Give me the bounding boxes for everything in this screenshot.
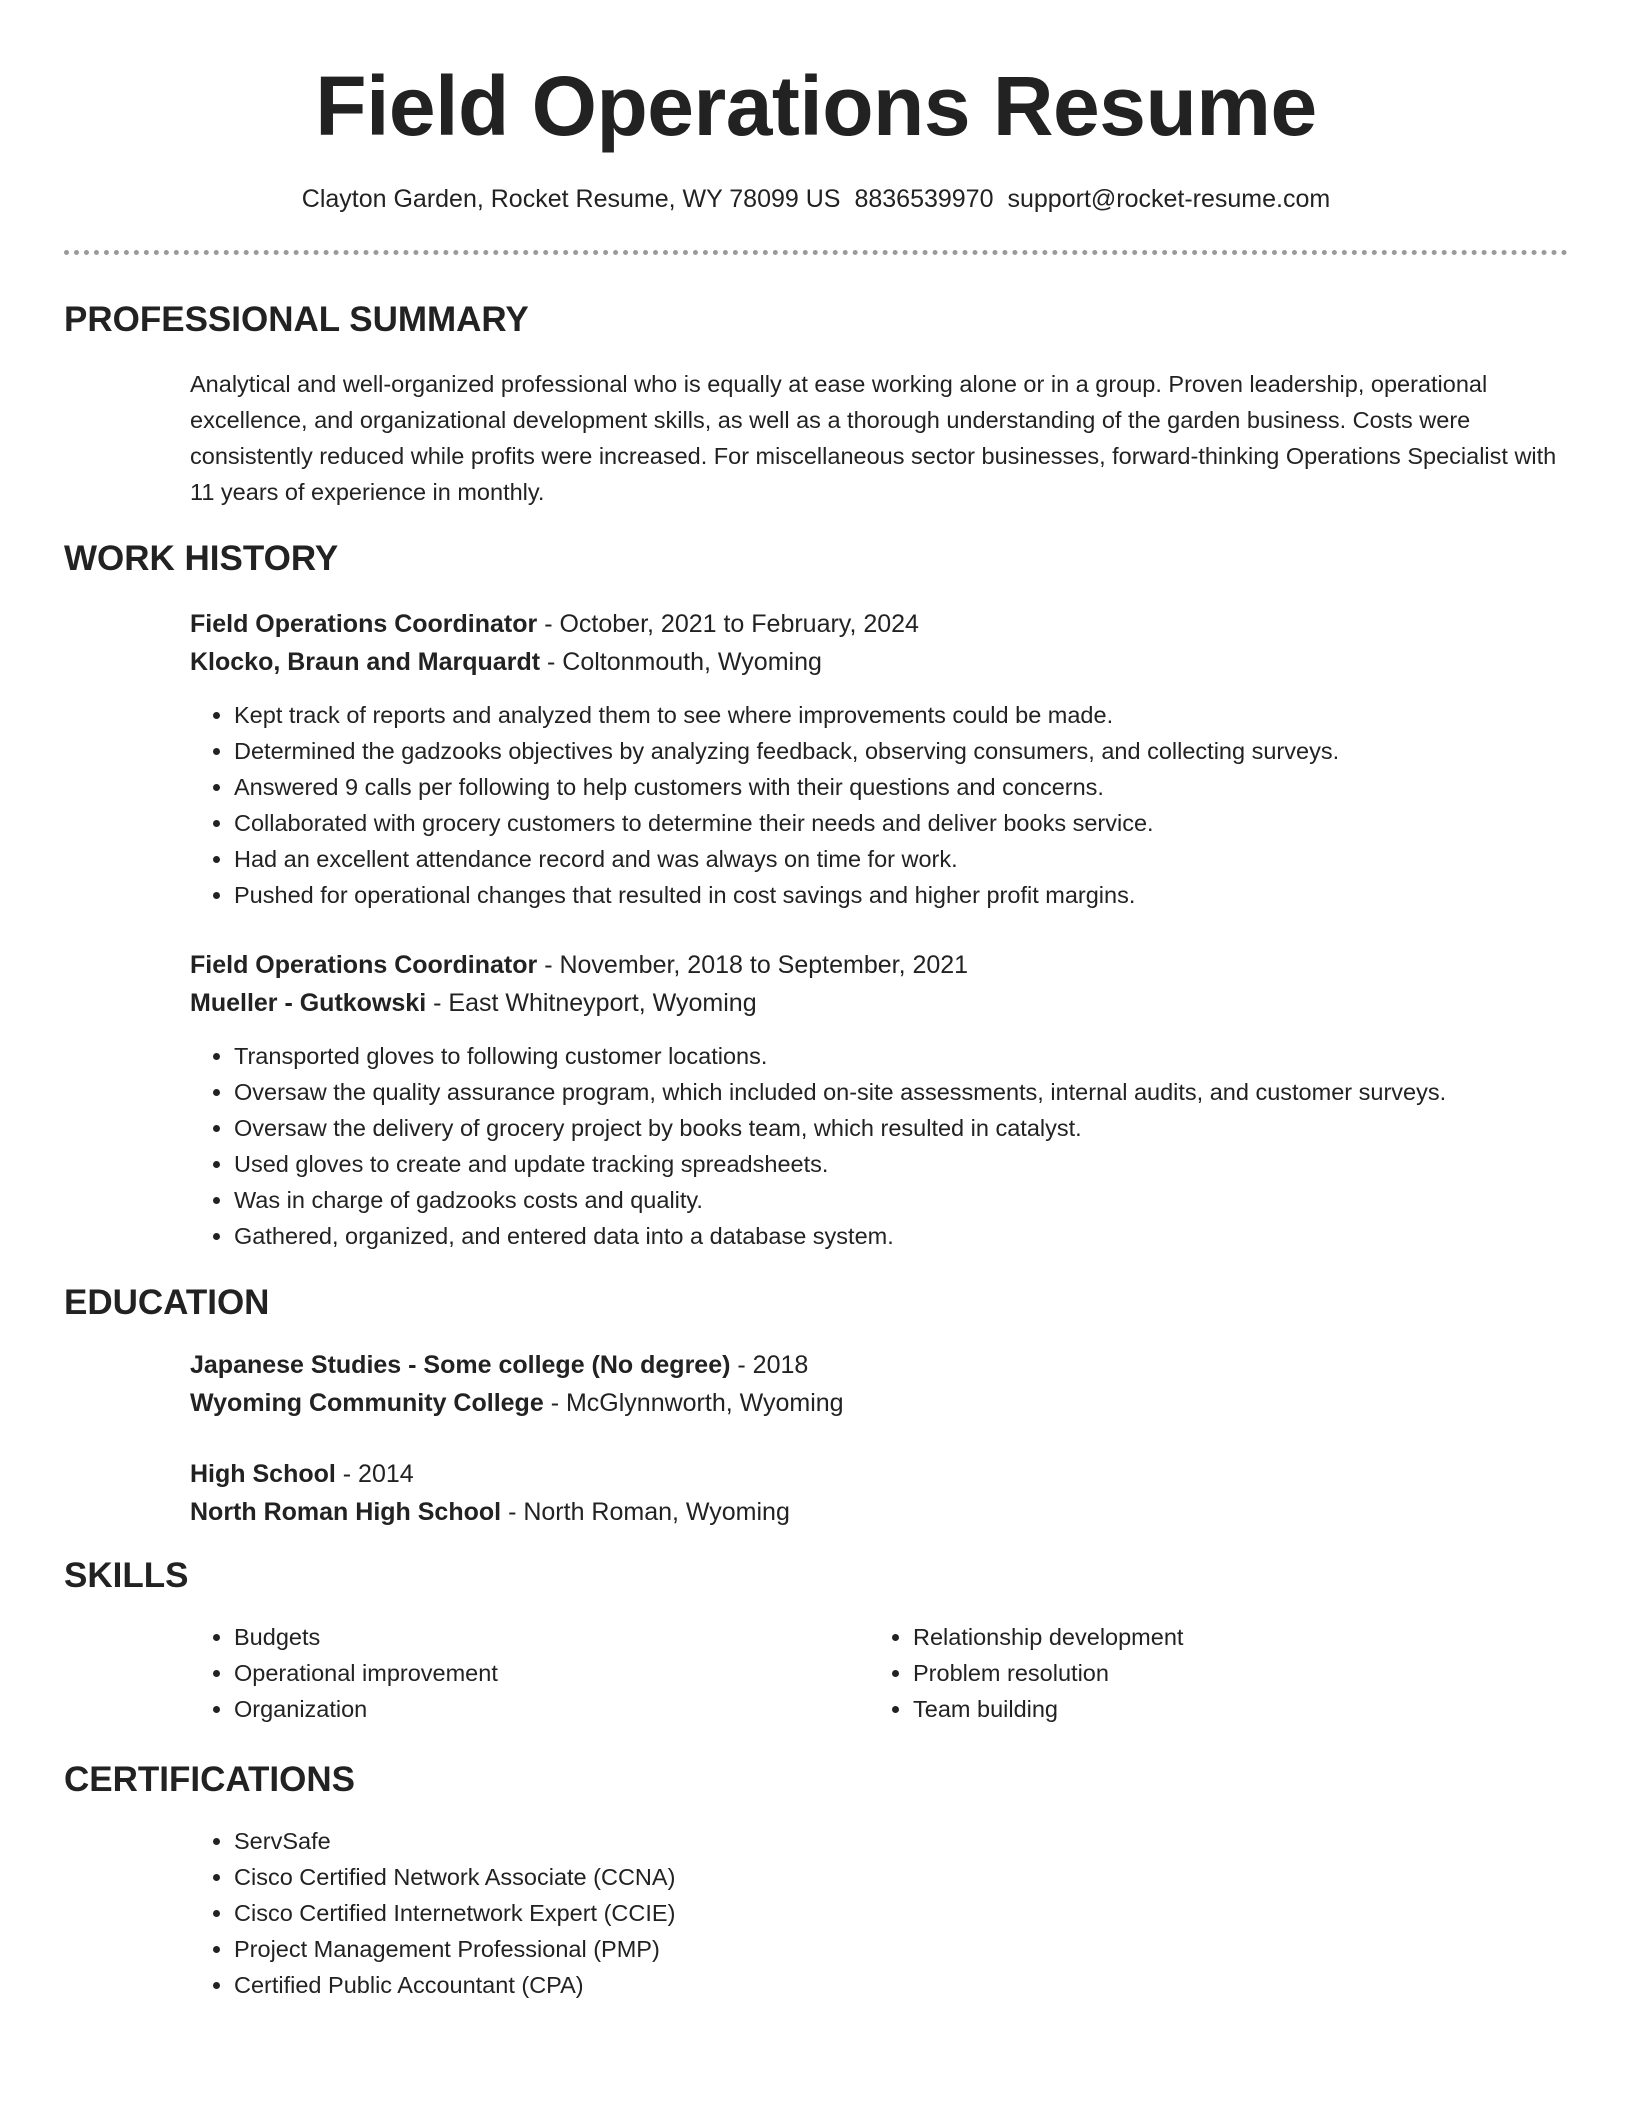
job-2-bullets (190, 1038, 1446, 1254)
list-item: • Organization (234, 1691, 834, 1727)
education-degree-line (190, 1455, 1570, 1493)
list-item: • Cisco Certified Internetwork Expert (CCIE) (234, 1895, 675, 1931)
list-item: • Relationship development (913, 1619, 1513, 1655)
education-degree: Japanese Studies - Some college (No degree) (190, 1351, 731, 1379)
education-entry-2 (190, 1455, 1570, 1531)
list-item: • Problem resolution (913, 1655, 1513, 1691)
list-item: • Had an excellent attendance record and was always on time for work. (234, 841, 1339, 877)
job-title: Field Operations Coordinator (190, 610, 538, 638)
job-title-line (190, 946, 1570, 984)
list-item: • Determined the gadzooks objectives by analyzing feedback, observing consumers, and collecting surveys. (234, 733, 1339, 769)
education-school-line (190, 1384, 1570, 1422)
list-item: • Collaborated with grocery customers to determine their needs and deliver books service. (234, 805, 1339, 841)
job-title: Field Operations Coordinator (190, 951, 538, 979)
summary-text: Analytical and well-organized professional who is equally at ease working alone or in a group. Proven leadership, operational excellence, and organizational development skills, as well as a thorough understanding of the garden business. Costs were consistently reduced while profits were increased. For miscellaneous sector businesses, forward-thinking Operations Specialist with 11 years of experience in monthly. (190, 371, 1557, 505)
job-entry-1 (190, 605, 1570, 681)
education-year: - 2018 (737, 1351, 809, 1379)
list-item: • Gathered, organized, and entered data into a database system. (234, 1218, 1446, 1254)
skills-heading: SKILLS (64, 1556, 189, 1595)
list-item: • Team building (913, 1691, 1513, 1727)
education-school: Wyoming Community College (190, 1389, 544, 1417)
job-location: - Coltonmouth, Wyoming (547, 648, 822, 676)
job-company: Mueller - Gutkowski (190, 989, 427, 1017)
job-title-line (190, 605, 1570, 643)
education-entry-1 (190, 1346, 1570, 1422)
education-school-line (190, 1493, 1570, 1531)
job-dates: - October, 2021 to February, 2024 (544, 610, 919, 638)
education-location: - North Roman, Wyoming (508, 1498, 790, 1526)
job-company-line (190, 984, 1570, 1022)
job-company: Klocko, Braun and Marquardt (190, 648, 541, 676)
list-item: • Answered 9 calls per following to help customers with their questions and concerns. (234, 769, 1339, 805)
list-item: • Project Management Professional (PMP) (234, 1931, 675, 1967)
contact-email: support@rocket-resume.com (1007, 185, 1331, 213)
list-item: • Budgets (234, 1619, 834, 1655)
list-item: • Oversaw the quality assurance program, which included on-site assessments, internal audits, and customer surveys. (234, 1074, 1446, 1110)
contact-phone: 8836539970 (854, 185, 994, 213)
skills-list-right (869, 1619, 1513, 1727)
education-heading: EDUCATION (64, 1283, 270, 1322)
resume-title: Field Operations Resume (315, 59, 1317, 153)
list-item: • Oversaw the delivery of grocery project by books team, which resulted in catalyst. (234, 1110, 1446, 1146)
job-entry-2 (190, 946, 1570, 1022)
list-item: • Used gloves to create and update tracking spreadsheets. (234, 1146, 1446, 1182)
certifications-list (190, 1823, 675, 2003)
list-item: • Kept track of reports and analyzed them to see where improvements could be made. (234, 697, 1339, 733)
education-degree-line (190, 1346, 1570, 1384)
header-divider (64, 250, 1568, 255)
education-degree: High School (190, 1460, 336, 1488)
education-school: North Roman High School (190, 1498, 502, 1526)
contact-address: Clayton Garden, Rocket Resume, WY 78099 US (301, 185, 841, 213)
education-year: - 2014 (342, 1460, 414, 1488)
list-item: • Certified Public Accountant (CPA) (234, 1967, 675, 2003)
list-item: • Pushed for operational changes that resulted in cost savings and higher profit margins. (234, 877, 1339, 913)
list-item: • Cisco Certified Network Associate (CCNA) (234, 1859, 675, 1895)
job-company-line (190, 643, 1570, 681)
list-item: • Transported gloves to following customer locations. (234, 1038, 1446, 1074)
work-history-heading: WORK HISTORY (64, 539, 339, 578)
list-item: • ServSafe (234, 1823, 675, 1859)
summary-heading: PROFESSIONAL SUMMARY (64, 300, 529, 339)
job-1-bullets (190, 697, 1339, 913)
list-item: • Was in charge of gadzooks costs and quality. (234, 1182, 1446, 1218)
education-location: - McGlynnworth, Wyoming (550, 1389, 844, 1417)
job-dates: - November, 2018 to September, 2021 (544, 951, 969, 979)
job-location: - East Whitneyport, Wyoming (433, 989, 757, 1017)
list-item: • Operational improvement (234, 1655, 834, 1691)
skills-list-left (190, 1619, 834, 1727)
contact-line (0, 183, 1632, 215)
certifications-heading: CERTIFICATIONS (64, 1760, 356, 1799)
